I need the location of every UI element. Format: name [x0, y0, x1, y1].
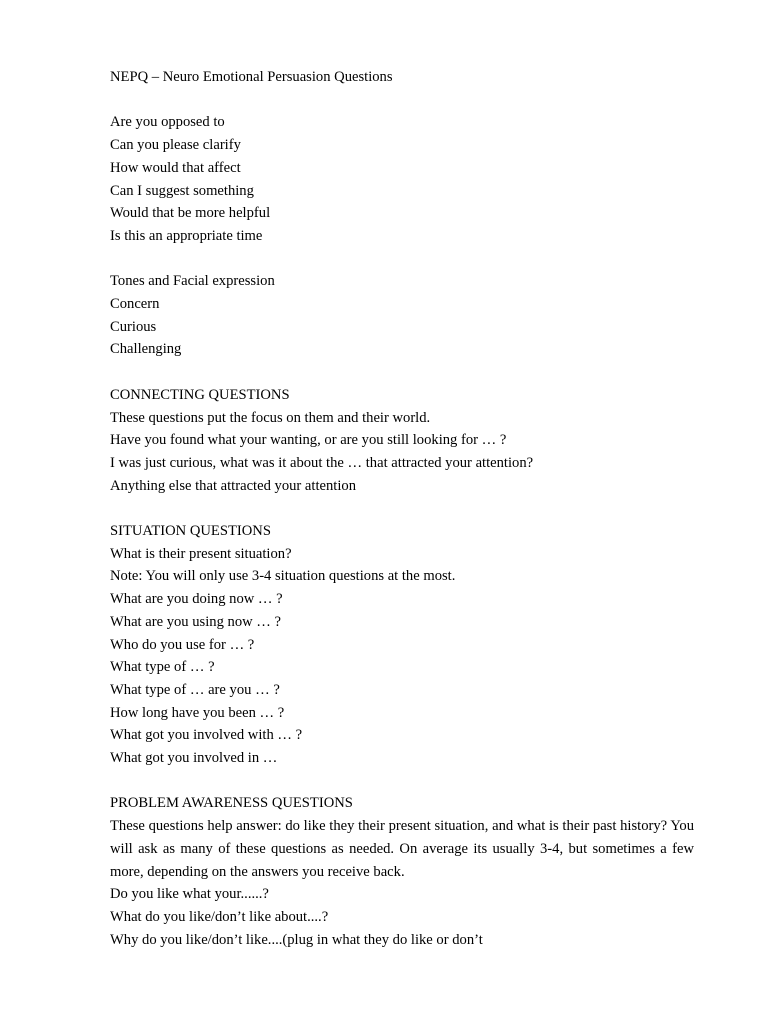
intro-phrase: Would that be more helpful	[110, 205, 271, 222]
problem-awareness-line: What do you like/don’t like about....?	[110, 908, 329, 925]
situation-line: What got you involved with … ?	[110, 727, 303, 744]
spacer	[110, 361, 694, 384]
spacer	[110, 89, 694, 112]
situation-line: What got you involved in …	[110, 750, 278, 767]
tones-section	[110, 270, 694, 361]
tone-item: Challenging	[110, 341, 182, 358]
connecting-section	[110, 384, 694, 498]
intro-phrase: Is this an appropriate time	[110, 227, 263, 244]
intro-phrase: How would that affect	[110, 159, 241, 176]
document-title: NEPQ – Neuro Emotional Persuasion Questions	[110, 69, 393, 85]
situation-line: Who do you use for … ?	[110, 636, 255, 653]
connecting-line: Have you found what your wanting, or are you still looking for … ?	[110, 432, 507, 449]
situation-line: How long have you been … ?	[110, 704, 285, 721]
problem-awareness-section	[110, 792, 694, 951]
connecting-line: I was just curious, what was it about the … that attracted your attention?	[110, 454, 534, 471]
intro-phrase: Are you opposed to	[110, 114, 225, 131]
spacer	[110, 497, 694, 520]
connecting-line: These questions put the focus on them and their world.	[110, 409, 431, 426]
problem-awareness-line: Why do you like/don’t like....(plug in what they do like or don’t	[110, 931, 483, 948]
intro-phrase: Can you please clarify	[110, 137, 241, 154]
spacer	[110, 770, 694, 793]
intro-phrase: Can I suggest something	[110, 182, 254, 199]
situation-line: What is their present situation?	[110, 545, 292, 562]
intro-phrases-list	[110, 111, 694, 247]
connecting-line: Anything else that attracted your attention	[110, 477, 356, 494]
situation-line: Note: You will only use 3-4 situation questions at the most.	[110, 568, 456, 585]
problem-awareness-paragraph: These questions help answer: do like they their present situation, and what is their past history? You will ask as many of these questions as needed. On average its usually 3-4, but sometimes a few more, depending on the answers you receive back.	[110, 818, 694, 880]
situation-line: What type of … ?	[110, 659, 215, 676]
situation-heading: SITUATION QUESTIONS	[110, 523, 271, 539]
connecting-heading: CONNECTING QUESTIONS	[110, 386, 290, 403]
tone-item: Curious	[110, 318, 157, 335]
spacer	[110, 248, 694, 271]
tones-heading: Tones and Facial expression	[110, 273, 275, 290]
situation-line: What are you using now … ?	[110, 613, 282, 630]
situation-line: What type of … are you … ?	[110, 681, 280, 698]
situation-line: What are you doing now … ?	[110, 591, 283, 608]
problem-awareness-line: Do you like what your......?	[110, 886, 269, 903]
problem-awareness-heading: PROBLEM AWARENESS QUESTIONS	[110, 795, 353, 812]
tone-item: Concern	[110, 296, 160, 312]
situation-section	[110, 520, 694, 770]
document-page	[110, 66, 694, 951]
